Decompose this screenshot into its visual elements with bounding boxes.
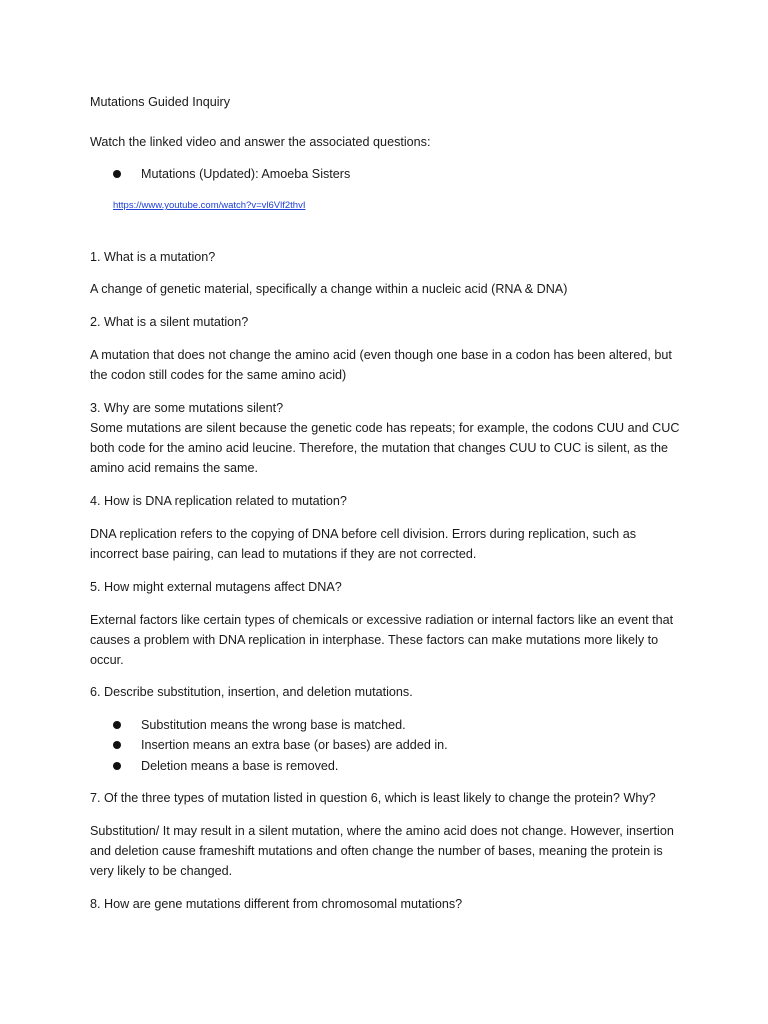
list-item-text: Deletion means a base is removed. [141,759,339,773]
answer-3: Some mutations are silent because the genetic code has repeats; for example, the codons CUU and CUC both code for the amino acid leucine. Therefore, the mutation that changes CUU to CUC is silent, as the amino acid remains the same. [90,421,680,475]
answer-1: A change of genetic material, specifically a change within a nucleic acid (RNA & DNA) [90,282,568,296]
answer-7: Substitution/ It may result in a silent mutation, where the amino acid does not change. However, insertion and deletion cause frameshift mutations and often change the number of bases, meaning the protein is very likely to be changed. [90,824,674,878]
instructions-text: Watch the linked video and answer the associated questions: [90,135,431,149]
question-1: 1. What is a mutation? [90,250,216,264]
bullet-icon [113,762,121,770]
question-5: 5. How might external mutagens affect DNA? [90,580,342,594]
bullet-icon [113,721,121,729]
question-3: 3. Why are some mutations silent? [90,401,284,415]
video-link[interactable]: https://www.youtube.com/watch?v=vl6Vlf2thvI [113,200,306,211]
answer-4: DNA replication refers to the copying of DNA before cell division. Errors during replication, such as incorrect base pairing, can lead to mutations if they are not corrected. [90,527,636,561]
question-2: 2. What is a silent mutation? [90,315,249,329]
bullet-icon [113,741,121,749]
bullet-icon [113,170,121,178]
question-8: 8. How are gene mutations different from chromosomal mutations? [90,897,463,911]
answer-2: A mutation that does not change the amino acid (even though one base in a codon has been altered, but the codon still codes for the same amino acid) [90,348,672,382]
document-title: Mutations Guided Inquiry [90,95,231,109]
answer-5: External factors like certain types of chemicals or excessive radiation or internal factors like an event that causes a problem with DNA replication in interphase. These factors can make mutations more likely to occur. [90,613,674,667]
question-6: 6. Describe substitution, insertion, and deletion mutations. [90,685,413,699]
question-7: 7. Of the three types of mutation listed in question 6, which is least likely to change the protein? Why? [90,791,656,805]
video-title: Mutations (Updated): Amoeba Sisters [141,167,351,181]
list-item-text: Insertion means an extra base (or bases) are added in. [141,738,448,752]
question-4: 4. How is DNA replication related to mutation? [90,494,347,508]
list-item-text: Substitution means the wrong base is matched. [141,718,406,732]
